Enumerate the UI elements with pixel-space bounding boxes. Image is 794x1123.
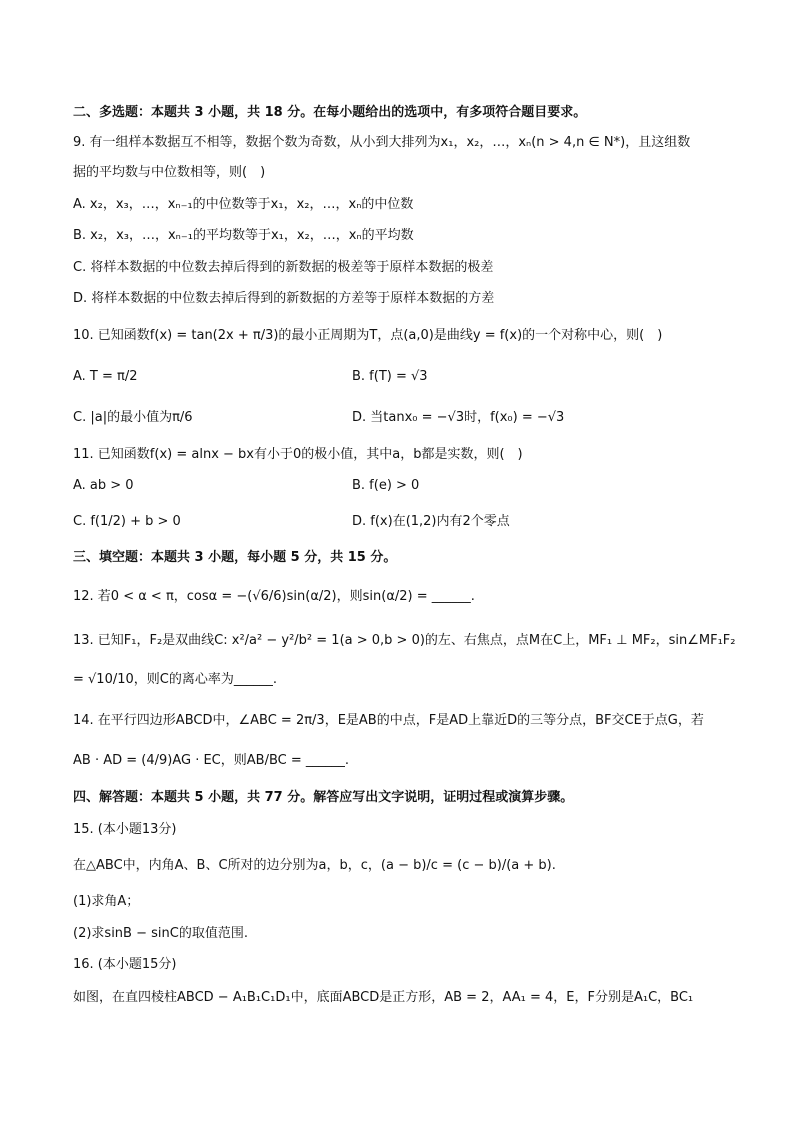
question-15-part1: (1)求角A； — [73, 894, 140, 909]
section-heading-multiple-choice: 二、多选题：本题共 3 小题，共 18 分。在每小题给出的选项中，有多项符合题目要求。 — [73, 105, 587, 120]
section-heading-fill-in: 三、填空题：本题共 3 小题，每小题 5 分，共 15 分。 — [73, 550, 397, 565]
question-9-stem-line1: 9. 有一组样本数据互不相等，数据个数为奇数，从小到大排列为x₁，x₂，…，xₙ(n > 4,n ∈ N*)，且这组数 — [73, 135, 691, 150]
question-16-heading: 16. (本小题15分) — [73, 957, 177, 972]
question-14-line2: AB · AD = (4/9)AG · EC，则AB/BC = ______. — [73, 753, 350, 768]
question-9-option-c: C. 将样本数据的中位数去掉后得到的新数据的极差等于原样本数据的极差 — [73, 260, 494, 275]
question-10-option-b: B. f(T) = √3 — [352, 369, 428, 384]
question-16-stem: 如图，在直四棱柱ABCD − A₁B₁C₁D₁中，底面ABCD是正方形，AB = 2，AA₁ = 4，E，F分别是A₁C，BC₁ — [73, 990, 694, 1005]
question-11-option-c: C. f(1/2) + b > 0 — [73, 514, 181, 529]
question-10-option-c: C. |a|的最小值为π/6 — [73, 410, 193, 425]
question-9-option-b: B. x₂，x₃，…，xₙ₋₁的平均数等于x₁，x₂，…，xₙ的平均数 — [73, 228, 414, 243]
question-11-option-a: A. ab > 0 — [73, 478, 134, 493]
question-15-part2: (2)求sinB − sinC的取值范围. — [73, 926, 248, 941]
question-15-heading: 15. (本小题13分) — [73, 822, 177, 837]
question-9-option-a: A. x₂，x₃，…，xₙ₋₁的中位数等于x₁，x₂，…，xₙ的中位数 — [73, 197, 414, 212]
question-15-stem: 在△ABC中，内角A、B、C所对的边分别为a，b，c，(a − b)/c = (c − b)/(a + b). — [73, 858, 556, 873]
question-13-line2: = √10/10，则C的离心率为______. — [73, 672, 277, 687]
question-13-line1: 13. 已知F₁，F₂是双曲线C: x²/a² − y²/b² = 1(a > 0,b > 0)的左、右焦点，点M在C上，MF₁ ⊥ MF₂，sin∠MF₁F₂ — [73, 633, 736, 648]
question-12: 12. 若0 < α < π，cosα = −(√6/6)sin(α/2)，则sin(α/2) = ______. — [73, 589, 475, 604]
question-10-option-d: D. 当tanx₀ = −√3时，f(x₀) = −√3 — [352, 410, 565, 425]
question-10-option-a: A. T = π/2 — [73, 369, 138, 384]
question-10-stem: 10. 已知函数f(x) = tan(2x + π/3)的最小正周期为T，点(a,0)是曲线y = f(x)的一个对称中心，则( ) — [73, 328, 663, 343]
question-11-option-b: B. f(e) > 0 — [352, 478, 420, 493]
question-9-stem-line2: 据的平均数与中位数相等，则( ) — [73, 165, 266, 180]
question-11-stem: 11. 已知函数f(x) = alnx − bx有小于0的极小值，其中a，b都是实数，则( ) — [73, 447, 523, 462]
question-14-line1: 14. 在平行四边形ABCD中，∠ABC = 2π/3，E是AB的中点，F是AD上靠近D的三等分点，BF交CE于点G，若 — [73, 713, 704, 728]
section-heading-answer: 四、解答题：本题共 5 小题，共 77 分。解答应写出文字说明，证明过程或演算步骤。 — [73, 790, 574, 805]
question-9-option-d: D. 将样本数据的中位数去掉后得到的新数据的方差等于原样本数据的方差 — [73, 291, 495, 306]
question-11-option-d: D. f(x)在(1,2)内有2个零点 — [352, 514, 510, 529]
